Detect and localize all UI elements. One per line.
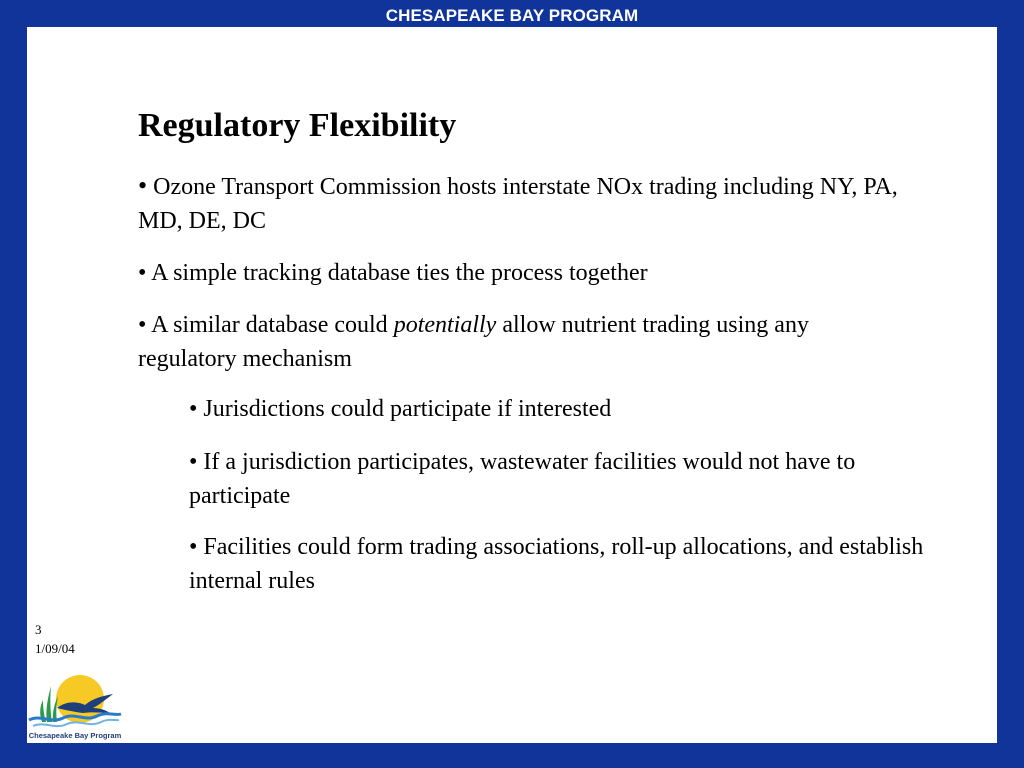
bullet-text-post: allow nutrient trading using any regulatory mechanism: [138, 312, 809, 372]
subbullet-wastewater: • If a jurisdiction participates, wastewater facilities would not have to participate: [189, 449, 856, 509]
bullet-tracking-database: • A simple tracking database ties the process together: [138, 260, 648, 286]
chesapeake-bay-program-logo: [27, 672, 123, 742]
subbullet-trading-associations: • Facilities could form trading associations, roll-up allocations, and establish internal rules: [189, 534, 924, 594]
content-panel: [27, 27, 997, 743]
header-title: CHESAPEAKE BAY PROGRAM: [385, 6, 639, 25]
bullet-text-pre: • A similar database could: [138, 312, 394, 338]
slide-date: 1/09/04: [35, 641, 75, 656]
subbullet-jurisdictions: • Jurisdictions could participate if interested: [189, 396, 612, 422]
bullet-text: Ozone Transport Commission hosts interstate NOx trading including NY, PA, MD, DE, DC: [138, 174, 898, 234]
bullet-ozone-transport: [138, 169, 908, 238]
logo-grass: [40, 686, 58, 722]
page-number: 3: [35, 622, 42, 637]
bullet-marker: •: [138, 171, 148, 200]
bullet-text-emphasis: potentially: [393, 312, 497, 338]
bullet-similar-database: [138, 308, 908, 376]
slide-title: Regulatory Flexibility: [138, 107, 457, 144]
logo-text: Chesapeake Bay Program: [28, 731, 122, 740]
